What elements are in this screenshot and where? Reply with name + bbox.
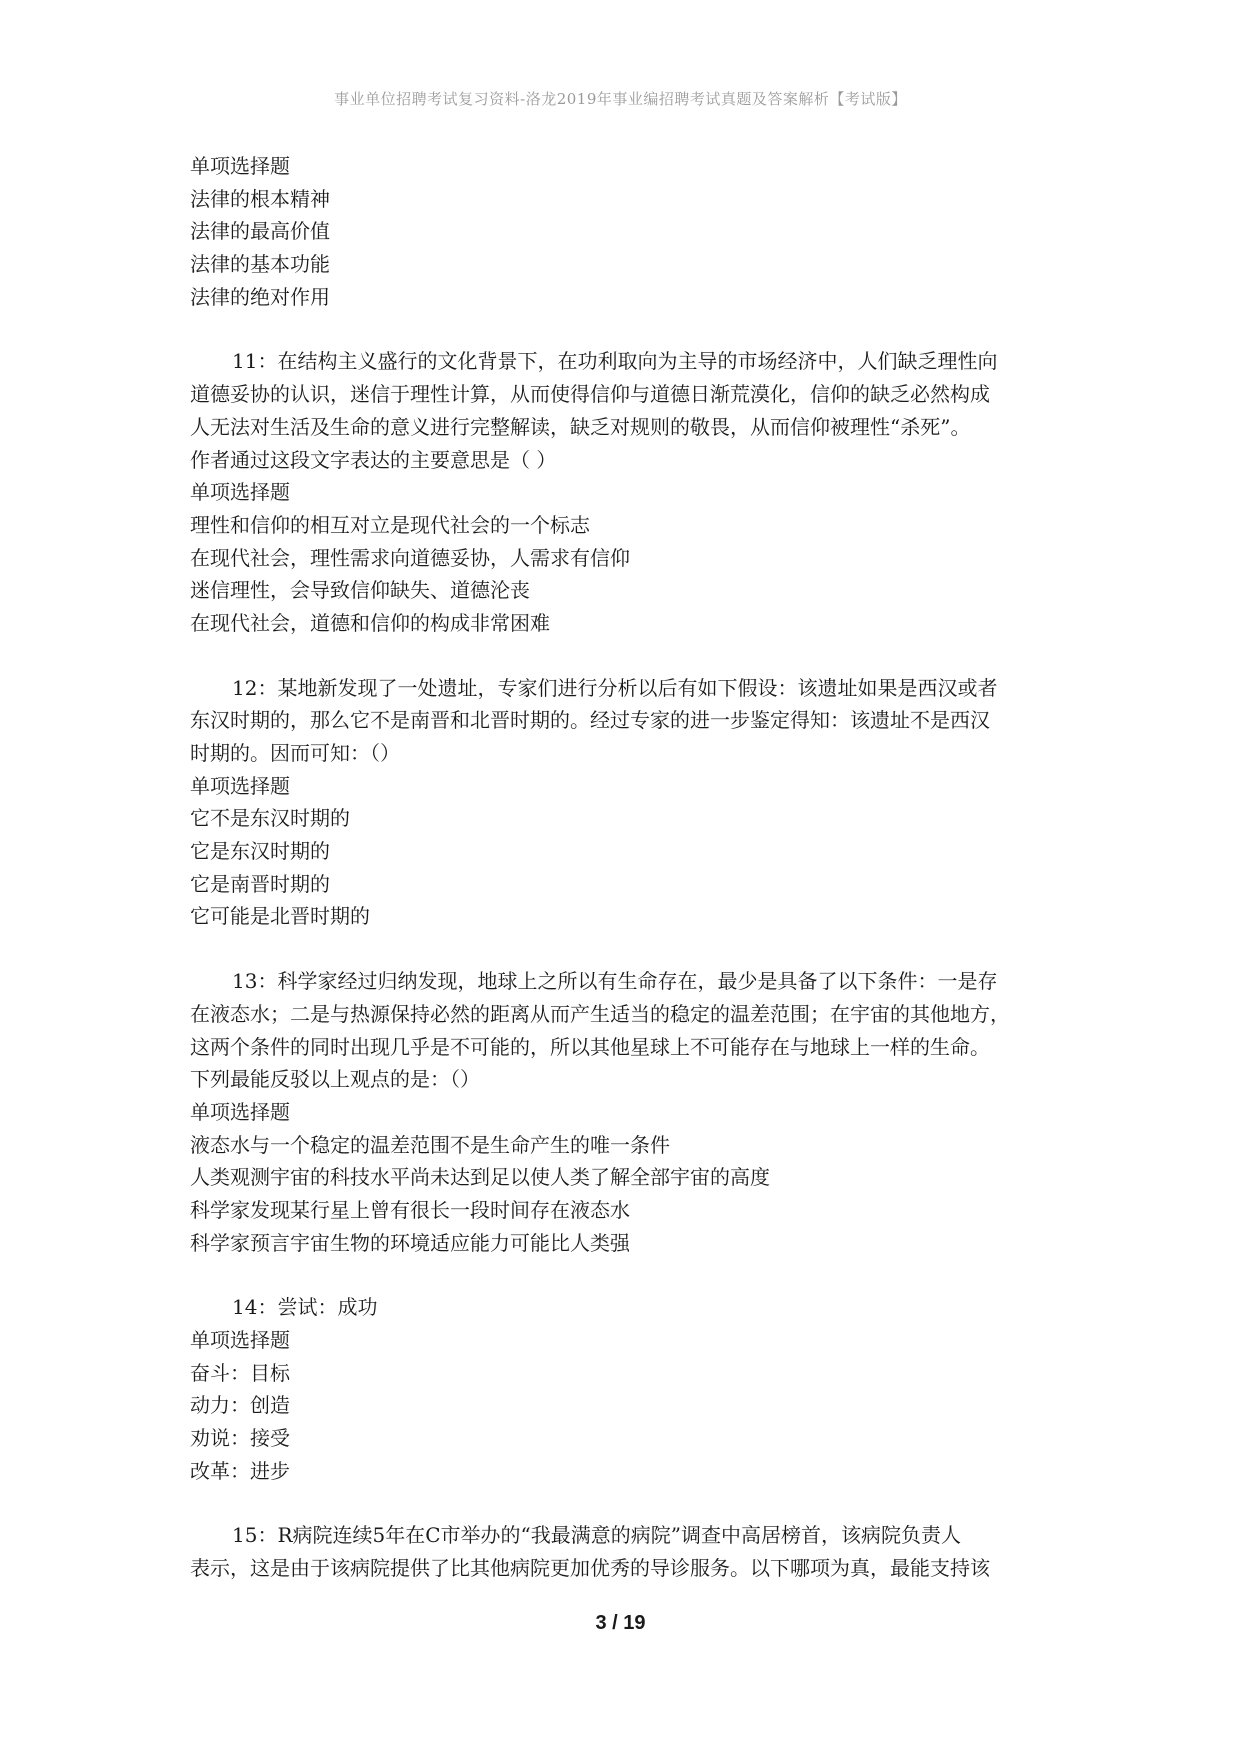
question-10-tail [190,150,1060,313]
stem-line: 作者通过这段文字表达的主要意思是（ ） [190,447,557,472]
stem-line: 道德妥协的认识，迷信于理性计算，从而使得信仰与道德日渐荒漠化，信仰的缺乏必然构成 [190,382,990,407]
option: 法律的绝对作用 [190,284,330,309]
stem-line: 13：科学家经过归纳发现，地球上之所以有生命存在，最少是具备了以下条件：一是存 [232,969,998,994]
option: 迷信理性，会导致信仰缺失、道德沦丧 [190,578,530,603]
option: 液态水与一个稳定的温差范围不是生命产生的唯一条件 [190,1132,670,1157]
stem-line: 下列最能反驳以上观点的是：（） [190,1067,480,1092]
question-12 [190,672,1060,934]
option: 动力：创造 [190,1393,290,1418]
question-stem [190,345,1060,476]
option: 科学家发现某行星上曾有很长一段时间存在液态水 [190,1197,630,1222]
question-type: 单项选择题 [190,773,290,798]
question-stem [190,672,1060,770]
stem-line: 12：某地新发现了一处遗址，专家们进行分析以后有如下假设：该遗址如果是西汉或者 [232,675,998,700]
option: 它可能是北晋时期的 [190,904,370,929]
question-stem [190,1291,1060,1324]
option: 改革：进步 [190,1458,290,1483]
option: 奋斗：目标 [190,1360,290,1385]
question-type: 单项选择题 [190,480,290,505]
question-stem [190,1519,1060,1584]
stem-line: 时期的。因而可知：（） [190,741,400,765]
page-header: 事业单位招聘考试复习资料-洛龙2019年事业编招聘考试真题及答案解析【考试版】 [334,90,907,108]
stem-line: 15：R病院连续5年在C市举办的“我最满意的病院”调查中高居榜首，该病院负责人 [232,1523,961,1548]
option: 理性和信仰的相互对立是现代社会的一个标志 [190,512,590,537]
question-type: 单项选择题 [190,154,290,178]
option: 在现代社会，道德和信仰的构成非常困难 [190,610,550,635]
stem-line: 11：在结构主义盛行的文化背景下，在功利取向为主导的市场经济中，人们缺乏理性向 [232,349,998,374]
option: 法律的根本精神 [190,186,330,211]
question-11 [190,345,1060,639]
option: 在现代社会，理性需求向道德妥协，人需求有信仰 [190,545,630,570]
document-body [190,150,1060,1585]
stem-line: 东汉时期的，那么它不是南晋和北晋时期的。经过专家的进一步鉴定得知：该遗址不是西汉 [190,708,990,733]
option: 法律的基本功能 [190,252,330,277]
option: 科学家预言宇宙生物的环境适应能力可能比人类强 [190,1230,630,1255]
question-type: 单项选择题 [190,1099,290,1124]
stem-line: 人无法对生活及生命的意义进行完整解读，缺乏对规则的敬畏，从而信仰被理性“杀死”。 [190,414,971,439]
option: 它是东汉时期的 [190,839,330,864]
option: 它不是东汉时期的 [190,806,350,831]
stem-line: 14：尝试：成功 [232,1295,378,1320]
question-type: 单项选择题 [190,1328,290,1352]
page-number: 3 / 19 [595,1612,646,1634]
stem-line: 这两个条件的同时出现几乎是不可能的，所以其他星球上不可能存在与地球上一样的生命。 [190,1034,990,1059]
stem-line: 在液态水；二是与热源保持必然的距离从而产生适当的稳定的温差范围；在宇宙的其他地方， [190,1001,1010,1026]
question-13 [190,965,1060,1259]
question-14 [190,1291,1060,1487]
option: 人类观测宇宙的科技水平尚未达到足以使人类了解全部宇宙的高度 [190,1165,770,1190]
option: 法律的最高价值 [190,219,330,244]
question-stem [190,965,1060,1096]
question-15 [190,1519,1060,1584]
option: 劝说：接受 [190,1426,290,1451]
stem-line: 表示，这是由于该病院提供了比其他病院更加优秀的导诊服务。以下哪项为真，最能支持该 [190,1556,990,1581]
option: 它是南晋时期的 [190,871,330,896]
